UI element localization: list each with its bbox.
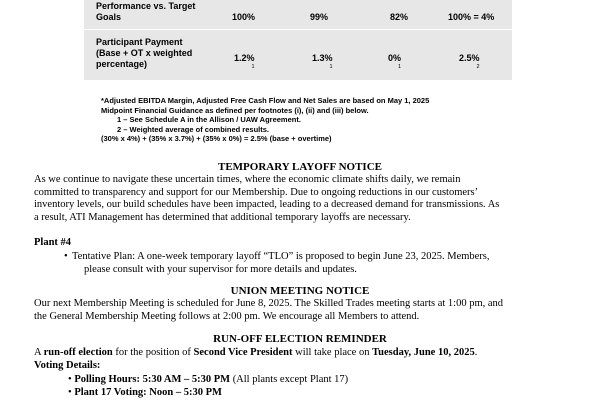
footnote-ref: 1 xyxy=(251,63,255,70)
footnote-line: 1 – See Schedule A in the Allison / UAW Agreement. xyxy=(117,115,301,124)
table-cell: $1.3\%_1$ xyxy=(312,53,333,70)
participant-payment-table xyxy=(84,0,512,80)
list-item: • Plant 17 Voting: Noon – 5:30 PM xyxy=(68,387,222,398)
plant-label: Plant #4 xyxy=(34,237,72,248)
tlo-bullet: • Tentative Plan: A one-week temporary layoff “TLO” is proposed to begin June 23, 2025. Members, please consult with your supervisor for more details and updates. xyxy=(64,251,490,275)
footnote-ref: 1 xyxy=(329,63,333,70)
table-footnotes xyxy=(101,96,541,144)
footnote-line: *Adjusted EBITDA Margin, Adjusted Free Cash Flow and Net Sales are based on May 1, 2025 xyxy=(101,96,430,105)
table-cell: 100% = 4% xyxy=(448,12,495,22)
layoff-paragraph: As we continue to navigate these uncertain times, where the economic climate shifts daily, we remain committed to transparency and support for our Membership. Due to ongoing reductions in our customers’ inventory levels, our build schedules have been impacted, leading to a decreased demand for transmissions. As a result, ATI Management has determined that additional temporary layoffs are necessary. xyxy=(34,174,500,223)
table-cell: 99% xyxy=(310,12,329,22)
union-paragraph: Our next Membership Meeting is scheduled for June 8, 2025. The Skilled Trades meeting starts at 1:00 pm, and the General Membership Meeting follows at 2:00 pm. We encourage all Members to attend. xyxy=(34,298,504,322)
table-row-performance xyxy=(84,0,512,30)
table-cell: 82% xyxy=(390,12,409,22)
row-label-payment: Participant Payment (Base + OT x weighted percentage) xyxy=(96,37,193,69)
table-cell: $2.5\%_2$ xyxy=(459,53,480,70)
footnote-ref: 1 xyxy=(398,63,402,70)
union-heading: UNION MEETING NOTICE xyxy=(230,285,370,297)
bullet-icon: • xyxy=(64,251,68,262)
voting-details-label: Voting Details: xyxy=(34,360,101,371)
voting-details-list xyxy=(68,373,348,399)
election-heading: RUN-OFF ELECTION REMINDER xyxy=(213,333,387,345)
table-row-payment xyxy=(84,30,512,80)
row-label-performance: Performance vs. Target Goals xyxy=(96,1,196,22)
footnote-line: (30% x 4%) + (35% x 3.7%) + (35% x 0%) = 2.5% (base + overtime) xyxy=(101,134,332,143)
table-cell: $0\%_1$ xyxy=(388,53,402,70)
footnote-line: Midpoint Financial Guidance as defined per footnotes (i), (ii) and (iii) below. xyxy=(101,105,369,115)
table-cell: 100% xyxy=(232,12,256,22)
election-intro: A run-off election for the position of Second Vice President will take place on Tuesday, June 10, 2025. xyxy=(34,347,478,358)
list-item: • Polling Hours: 5:30 AM – 5:30 PM (All plants except Plant 17) xyxy=(68,374,349,385)
footnote-ref: 2 xyxy=(476,63,480,70)
layoff-heading: TEMPORARY LAYOFF NOTICE xyxy=(217,161,382,173)
table-cell: $1.2\%_1$ xyxy=(234,53,255,70)
footnote-line: 2 – Weighted average of combined results. xyxy=(117,124,269,134)
